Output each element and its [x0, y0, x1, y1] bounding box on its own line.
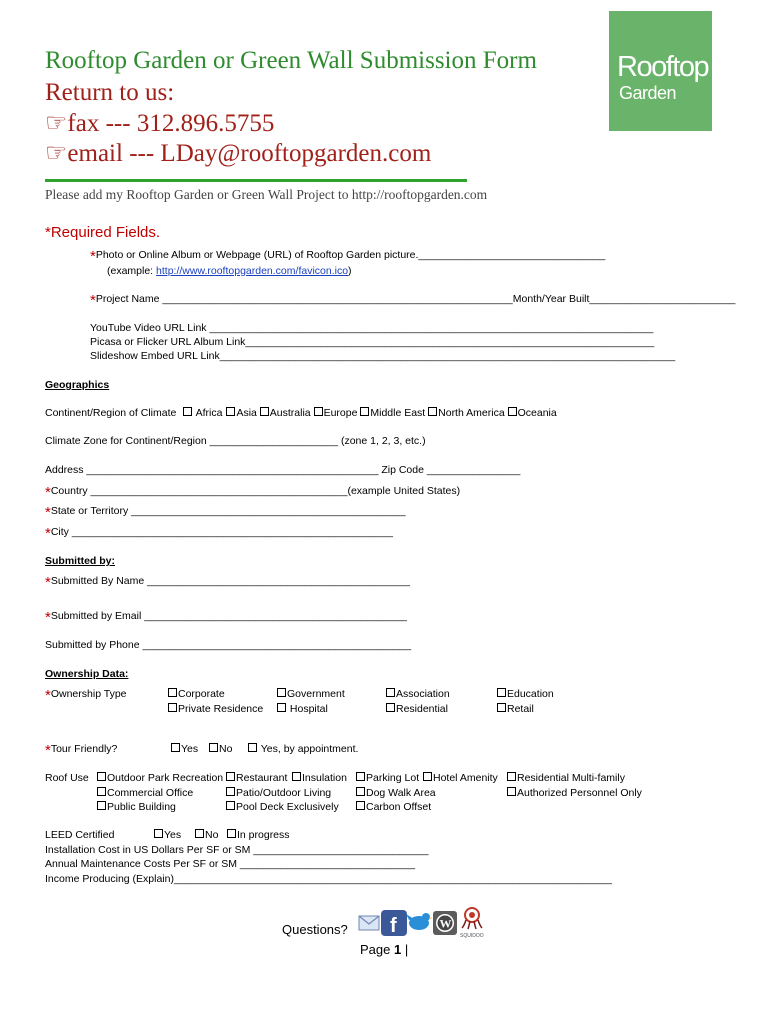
required-star: * [45, 609, 51, 626]
submitted-email-field[interactable]: *Submitted by Email _____________________________________________ [45, 609, 407, 626]
required-star: * [45, 504, 51, 521]
address-field[interactable]: Address __________________________________________________ Zip Code ________________ [45, 464, 521, 476]
facebook-icon[interactable] [381, 910, 407, 936]
squidoo-label: SQUIDOO [460, 933, 484, 938]
checkbox[interactable] [428, 407, 437, 416]
required-star: * [45, 525, 51, 542]
city-field[interactable]: *City _______________________________________________________ [45, 525, 394, 542]
checkbox[interactable] [314, 407, 323, 416]
option-retail[interactable]: Retail [497, 703, 534, 715]
slideshow-field[interactable]: Slideshow Embed URL Link______________________________________________________________________________ [90, 350, 676, 362]
maintenance-cost-field[interactable]: Annual Maintenance Costs Per SF or SM ______________________________ [45, 858, 416, 870]
required-heading: *Required Fields. [45, 224, 161, 241]
roof-option[interactable]: Public Building [97, 801, 176, 813]
pointing-hand-icon: ☞ [45, 110, 68, 137]
checkbox[interactable] [260, 407, 269, 416]
roof-use-label: Roof Use [45, 772, 89, 784]
tour-yes[interactable]: Yes [171, 743, 198, 755]
country-field[interactable]: *Country ____________________________________________(example United States) [45, 484, 461, 501]
photo-example: (example: http://www.rooftopgarden.com/favicon.ico) [107, 265, 352, 277]
leed-yes[interactable]: Yes [154, 829, 181, 841]
option-residential[interactable]: Residential [386, 703, 448, 715]
header-divider [45, 179, 467, 182]
ownership-type-label: *Ownership Type [45, 687, 127, 704]
roof-option[interactable]: Authorized Personnel Only [507, 787, 642, 799]
tour-by-appointment[interactable]: Yes, by appointment. [248, 743, 358, 755]
intro-text: Please add my Rooftop Garden or Green Wall Project to http://rooftopgarden.com [45, 187, 488, 202]
option-association[interactable]: Association [386, 688, 450, 700]
roof-option[interactable]: Carbon Offset [356, 801, 431, 813]
tour-label: *Tour Friendly? [45, 742, 118, 759]
climate-zone-field[interactable]: Climate Zone for Continent/Region ______________________ (zone 1, 2, 3, etc.) [45, 435, 426, 447]
leed-label: LEED Certified [45, 829, 115, 841]
pointing-hand-icon: ☞ [45, 140, 68, 167]
youtube-field[interactable]: YouTube Video URL Link ____________________________________________________________________________ [90, 322, 654, 334]
roof-option[interactable]: Outdoor Park Recreation [97, 772, 223, 784]
option-education[interactable]: Education [497, 688, 554, 700]
required-star: * [90, 248, 96, 265]
roof-option[interactable]: Commercial Office [97, 787, 193, 799]
installation-cost-field[interactable]: Installation Cost in US Dollars Per SF or SM ______________________________ [45, 844, 429, 856]
ownership-heading: Ownership Data: [45, 668, 129, 680]
state-field[interactable]: *State or Territory _______________________________________________ [45, 504, 406, 521]
option-corporate[interactable]: Corporate [168, 688, 225, 700]
email-text[interactable]: email --- LDay@rooftopgarden.com [67, 140, 432, 167]
project-name-field[interactable]: *Project Name ____________________________________________________________Month/Year Built_________________________ [90, 292, 736, 309]
roof-option[interactable]: Parking Lot [356, 772, 419, 784]
rooftop-garden-logo [609, 11, 712, 131]
roof-option[interactable]: Pool Deck Exclusively [226, 801, 339, 813]
page-indicator: Page 1 | [360, 942, 409, 957]
fax-text: fax --- 312.896.5755 [67, 110, 275, 137]
option-government[interactable]: Government [277, 688, 345, 700]
required-star: * [45, 574, 51, 591]
fax-line [45, 108, 274, 138]
submitted-heading: Submitted by: [45, 555, 115, 567]
option-hospital[interactable]: Hospital [277, 703, 328, 715]
option-private-residence[interactable]: Private Residence [168, 703, 263, 715]
svg-text:W: W [439, 916, 452, 931]
submitted-phone-field[interactable]: Submitted by Phone ______________________________________________ [45, 639, 412, 651]
submitted-name-field[interactable]: *Submitted By Name _____________________________________________ [45, 574, 410, 591]
required-star: * [45, 484, 51, 501]
required-star: * [45, 687, 51, 704]
wordpress-icon[interactable] [433, 911, 457, 935]
roof-option[interactable]: Patio/Outdoor Living [226, 787, 331, 799]
continent-row: Continent/Region of Climate Africa Asia Australia Europe Middle East North America Oceania [45, 407, 557, 419]
twitter-icon[interactable] [406, 910, 432, 934]
logo-line1: Rooftop [617, 51, 709, 83]
form-title: Rooftop Garden or Green Wall Submission Form [45, 47, 537, 74]
checkbox[interactable] [226, 407, 235, 416]
return-label: Return to us: [45, 79, 175, 106]
squidoo-icon[interactable] [458, 906, 486, 938]
roof-option[interactable]: Dog Walk Area [356, 787, 436, 799]
picasa-field[interactable]: Picasa or Flicker URL Album Link______________________________________________________________________ [90, 336, 655, 348]
example-link[interactable]: http://www.rooftopgarden.com/favicon.ico [156, 265, 349, 277]
roof-option[interactable]: Insulation [292, 772, 347, 784]
roof-option[interactable]: Hotel Amenity [423, 772, 498, 784]
geographics-heading: Geographics [45, 379, 110, 391]
email-icon[interactable] [358, 912, 380, 934]
logo-line2: Garden [619, 83, 677, 103]
roof-option[interactable]: Residential Multi-family [507, 772, 625, 784]
leed-no[interactable]: No [195, 829, 218, 841]
checkbox[interactable] [360, 407, 369, 416]
checkbox[interactable] [508, 407, 517, 416]
page-number: 1 [393, 942, 402, 957]
svg-text:f: f [390, 915, 397, 936]
income-producing-field[interactable]: Income Producing (Explain)___________________________________________________________________________ [45, 873, 612, 885]
leed-in-progress[interactable]: In progress [227, 829, 290, 841]
required-star: * [90, 292, 96, 309]
email-line [45, 138, 431, 168]
checkbox[interactable] [183, 407, 192, 416]
photo-field[interactable]: *Photo or Online Album or Webpage (URL) of Rooftop Garden picture.________________________________ [90, 248, 606, 265]
tour-no[interactable]: No [209, 743, 232, 755]
required-star: * [45, 742, 51, 759]
questions-label: Questions? [282, 922, 348, 937]
roof-option[interactable]: Restaurant [226, 772, 287, 784]
